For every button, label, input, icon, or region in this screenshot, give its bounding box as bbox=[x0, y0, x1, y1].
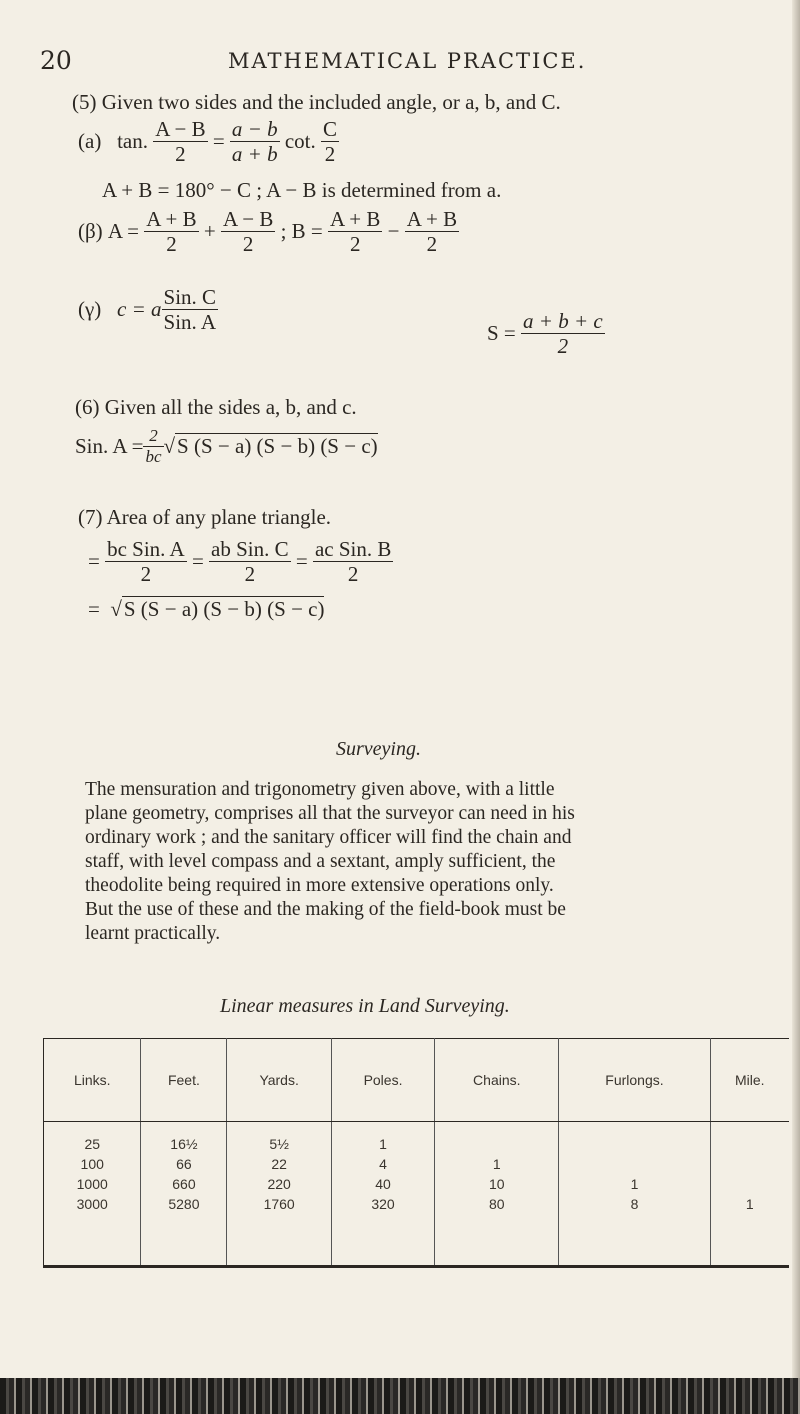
s5-a-frac2 bbox=[230, 118, 280, 165]
table-cell bbox=[712, 1154, 788, 1174]
s7-frac3 bbox=[313, 538, 393, 585]
table-cell: 320 bbox=[371, 1196, 395, 1212]
s7-frac1-den: 2 bbox=[140, 562, 152, 587]
s7-eq0: = bbox=[88, 549, 100, 574]
s5-sum-line: A + B = 180° − C ; A − B is determined from a. bbox=[102, 178, 502, 202]
paragraph-line: staff, with level compass and a sextant, amply sufficient, the bbox=[85, 851, 556, 872]
s5-b-frac4-den: 2 bbox=[426, 232, 438, 257]
s5-b-minus: − bbox=[387, 219, 400, 244]
table-title: Linear measures in Land Surveying. bbox=[220, 995, 510, 1017]
s5-a-frac1-den: 2 bbox=[175, 142, 186, 167]
table-cell: 10 bbox=[488, 1176, 505, 1192]
table-header: Yards. bbox=[227, 1039, 332, 1122]
s7-intro: (7) Area of any plane triangle. bbox=[78, 505, 332, 529]
paragraph-line: learnt practically. bbox=[85, 923, 221, 944]
table-cell bbox=[712, 1174, 788, 1194]
paragraph-line: plane geometry, comprises all that the surveyor can need in his bbox=[85, 803, 575, 824]
s5-a-frac3 bbox=[321, 118, 339, 165]
scan-bottom-edge bbox=[0, 1378, 800, 1414]
paragraph-line: theodolite being required in more extensive operations only. bbox=[85, 875, 554, 896]
s5-formula-g bbox=[78, 286, 218, 333]
s7-sqrt-body: S (S − a) (S − b) (S − c) bbox=[123, 597, 325, 621]
s6-frac-num: 2 bbox=[143, 427, 163, 447]
table-column bbox=[141, 1122, 227, 1267]
table-cell: 5½ bbox=[269, 1136, 289, 1152]
s5-formula-s bbox=[487, 310, 605, 357]
table-row bbox=[44, 1122, 790, 1267]
s6-formula bbox=[75, 427, 378, 466]
table-cell: 1760 bbox=[263, 1196, 295, 1212]
s7-frac2-num: ab Sin. C bbox=[211, 537, 289, 561]
s5-b-frac3-num: A + B bbox=[330, 207, 381, 231]
s5-g-c: c = a bbox=[117, 297, 162, 322]
s5-formula-a bbox=[78, 118, 339, 165]
s6-frac-den: bc bbox=[145, 446, 162, 466]
paragraph-line: The mensuration and trigonometry given above, with a little bbox=[85, 779, 555, 800]
table-column bbox=[559, 1122, 710, 1267]
s5-b-label: (β) A = bbox=[78, 219, 140, 244]
table-cell bbox=[560, 1134, 708, 1154]
table-header: Poles. bbox=[331, 1039, 434, 1122]
paragraph-line: But the use of these and the making of the field-book must be bbox=[85, 899, 566, 920]
s7-frac2-den: 2 bbox=[244, 562, 256, 587]
s5-a-label: (a) bbox=[78, 129, 102, 154]
s5-b-plus: + bbox=[203, 219, 216, 244]
table-cell: 66 bbox=[176, 1156, 192, 1172]
table-cell: 5280 bbox=[168, 1196, 200, 1212]
s5-b-frac3-den: 2 bbox=[349, 232, 361, 257]
s7-frac2 bbox=[209, 538, 291, 585]
table-cell: 1 bbox=[745, 1196, 754, 1212]
s5-b-frac2 bbox=[221, 208, 275, 255]
table-cell: 25 bbox=[84, 1136, 101, 1152]
s5-b-frac4-num: A + B bbox=[406, 207, 458, 231]
s5-a-frac3-den: 2 bbox=[324, 142, 336, 167]
s5-b-semi: ; B = bbox=[280, 219, 323, 244]
paragraph-line: ordinary work ; and the sanitary officer will find the chain and bbox=[85, 827, 572, 848]
table-header: Mile. bbox=[710, 1039, 789, 1122]
table-cell bbox=[560, 1154, 708, 1174]
table-header: Chains. bbox=[435, 1039, 559, 1122]
table-cell: 100 bbox=[80, 1156, 104, 1172]
linear-measures-table bbox=[43, 1038, 789, 1268]
s5-b-frac1 bbox=[144, 208, 198, 255]
table-cell: 80 bbox=[488, 1196, 505, 1212]
table-cell: 660 bbox=[172, 1176, 196, 1192]
table-column bbox=[331, 1122, 434, 1267]
table-cell: 1 bbox=[492, 1156, 501, 1172]
s5-s-frac bbox=[521, 310, 605, 357]
s7-eq3: = bbox=[88, 596, 100, 621]
s5-s-label: S = bbox=[487, 321, 516, 346]
table-column bbox=[710, 1122, 789, 1267]
s5-formula-b bbox=[78, 208, 459, 255]
s5-intro: (5) Given two sides and the included angle, or a, b, and C. bbox=[72, 90, 561, 114]
s7-sqrt-sign: √ bbox=[110, 596, 122, 621]
s5-a-tan: tan. bbox=[117, 129, 148, 154]
page-number: 20 bbox=[40, 46, 72, 75]
table-header-row bbox=[44, 1039, 790, 1122]
s5-b-frac4 bbox=[405, 208, 459, 255]
running-title: MATHEMATICAL PRACTICE. bbox=[228, 49, 587, 73]
table-header: Links. bbox=[44, 1039, 141, 1122]
table-column bbox=[44, 1122, 141, 1267]
table-cell: 16½ bbox=[170, 1136, 198, 1152]
table-cell: 4 bbox=[379, 1156, 387, 1172]
s5-a-frac3-num: C bbox=[323, 117, 338, 141]
s5-g-frac-num: Sin. C bbox=[163, 285, 217, 309]
s5-b-frac3 bbox=[328, 208, 382, 255]
table-cell: 1000 bbox=[76, 1176, 108, 1192]
s5-b-frac2-num: A − B bbox=[222, 207, 274, 231]
table-cell: 1 bbox=[379, 1136, 387, 1152]
s5-b-frac1-den: 2 bbox=[166, 232, 177, 257]
s7-eq2: = bbox=[295, 549, 308, 574]
s7-frac1-num: bc Sin. A bbox=[107, 537, 185, 561]
table-header: Feet. bbox=[141, 1039, 227, 1122]
s7-frac3-num: ac Sin. B bbox=[314, 537, 392, 561]
page-edge-shadow bbox=[792, 0, 800, 1414]
s5-a-cot: cot. bbox=[284, 129, 316, 154]
table-cell bbox=[712, 1134, 788, 1154]
s7-frac3-den: 2 bbox=[347, 562, 359, 587]
table-cell: 22 bbox=[271, 1156, 287, 1172]
s5-g-label: (γ) bbox=[78, 297, 102, 322]
s5-b-frac2-den: 2 bbox=[242, 232, 254, 257]
table-cell: 1 bbox=[630, 1176, 639, 1192]
s5-a-frac1 bbox=[153, 118, 207, 165]
s5-a-frac2-num: a − b bbox=[231, 117, 278, 141]
s5-a-frac2-den: a + b bbox=[231, 142, 278, 167]
s5-b-frac1-num: A + B bbox=[146, 207, 197, 231]
s6-sqrt-body: S (S − a) (S − b) (S − c) bbox=[177, 434, 378, 459]
s6-sqrt-sign: √ bbox=[163, 433, 176, 458]
s5-g-frac-den: Sin. A bbox=[163, 310, 217, 335]
s5-a-eq: = bbox=[212, 129, 225, 154]
s5-a-frac1-num: A − B bbox=[155, 117, 206, 141]
table-cell: 220 bbox=[267, 1176, 291, 1192]
s7-eq1: = bbox=[191, 549, 204, 574]
table-cell: 3000 bbox=[76, 1196, 108, 1212]
s6-intro: (6) Given all the sides a, b, and c. bbox=[75, 395, 357, 419]
table-cell: 8 bbox=[630, 1196, 639, 1212]
table-column bbox=[435, 1122, 559, 1267]
s5-s-frac-num: a + b + c bbox=[523, 309, 603, 333]
s5-s-frac-den: 2 bbox=[557, 334, 569, 359]
table-cell: 40 bbox=[375, 1176, 391, 1192]
s6-sin-a: Sin. A = bbox=[75, 433, 144, 458]
s7-formula-root bbox=[88, 596, 324, 622]
table-header: Furlongs. bbox=[559, 1039, 710, 1122]
s7-formula bbox=[88, 538, 393, 585]
surveying-heading: Surveying. bbox=[336, 738, 421, 760]
surveying-paragraph bbox=[85, 778, 785, 946]
s6-frac bbox=[143, 427, 163, 466]
s7-frac1 bbox=[105, 538, 187, 585]
s5-g-frac bbox=[162, 286, 219, 333]
table-column bbox=[227, 1122, 332, 1267]
table-cell bbox=[436, 1134, 557, 1154]
